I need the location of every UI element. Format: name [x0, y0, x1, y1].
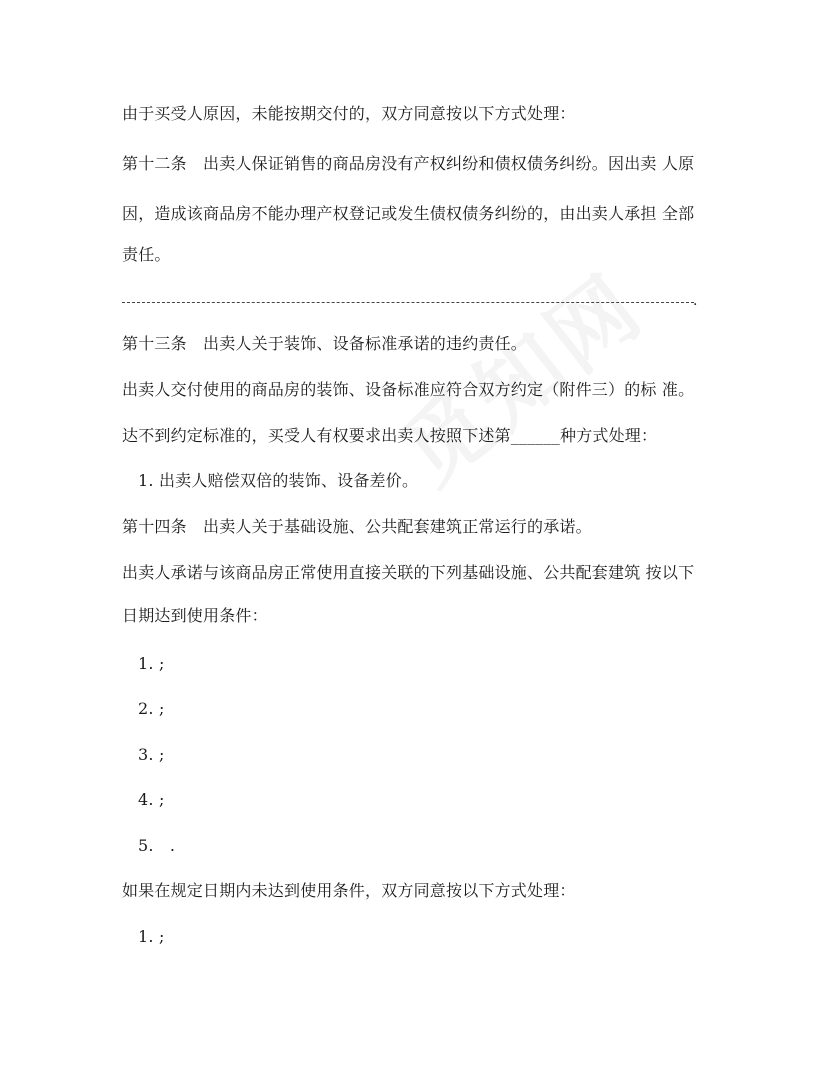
paragraph-line: 由于买受人原因，未能按期交付的，双方同意按以下方式处理： — [122, 104, 576, 123]
article-13-heading: 第十三条 出卖人关于装饰、设备标准承诺的违约责任。 — [122, 334, 528, 353]
list-item: 4. ; — [138, 790, 165, 809]
paragraph-line: 因，造成该商品房不能办理产权登记或发生债权债务纠纷的，由出卖人承担 全部 — [122, 204, 695, 223]
paragraph-line: 出卖人承诺与该商品房正常使用直接关联的下列基础设施、公共配套建筑 按以下 — [122, 563, 695, 582]
list-item: 3. ; — [138, 745, 165, 764]
list-item: 5. . — [138, 836, 176, 855]
article-12-heading: 第十二条 出卖人保证销售的商品房没有产权纠纷和债权债务纠纷。因出卖 人原 — [122, 154, 695, 173]
article-14-heading: 第十四条 出卖人关于基础设施、公共配套建筑正常运行的承诺。 — [122, 517, 592, 536]
paragraph-line: 日期达到使用条件： — [122, 606, 268, 625]
paragraph-line: 达不到约定标准的，买受人有权要求出卖人按照下述第______种方式处理： — [122, 426, 658, 445]
separator-rule — [122, 302, 694, 303]
list-item: 2. ; — [138, 699, 165, 718]
paragraph-line: 如果在规定日期内未达到使用条件，双方同意按以下方式处理： — [122, 881, 576, 900]
list-item: 1. 出卖人赔偿双倍的装饰、设备差价。 — [138, 471, 419, 490]
list-item: 1. ; — [138, 654, 165, 673]
paragraph-line: 责任。 — [122, 245, 171, 264]
list-item: 1. ; — [138, 927, 165, 946]
separator-rule-end: . — [693, 293, 698, 309]
paragraph-line: 出卖人交付使用的商品房的装饰、设备标准应符合双方约定（附件三）的标 准。 — [122, 380, 695, 399]
